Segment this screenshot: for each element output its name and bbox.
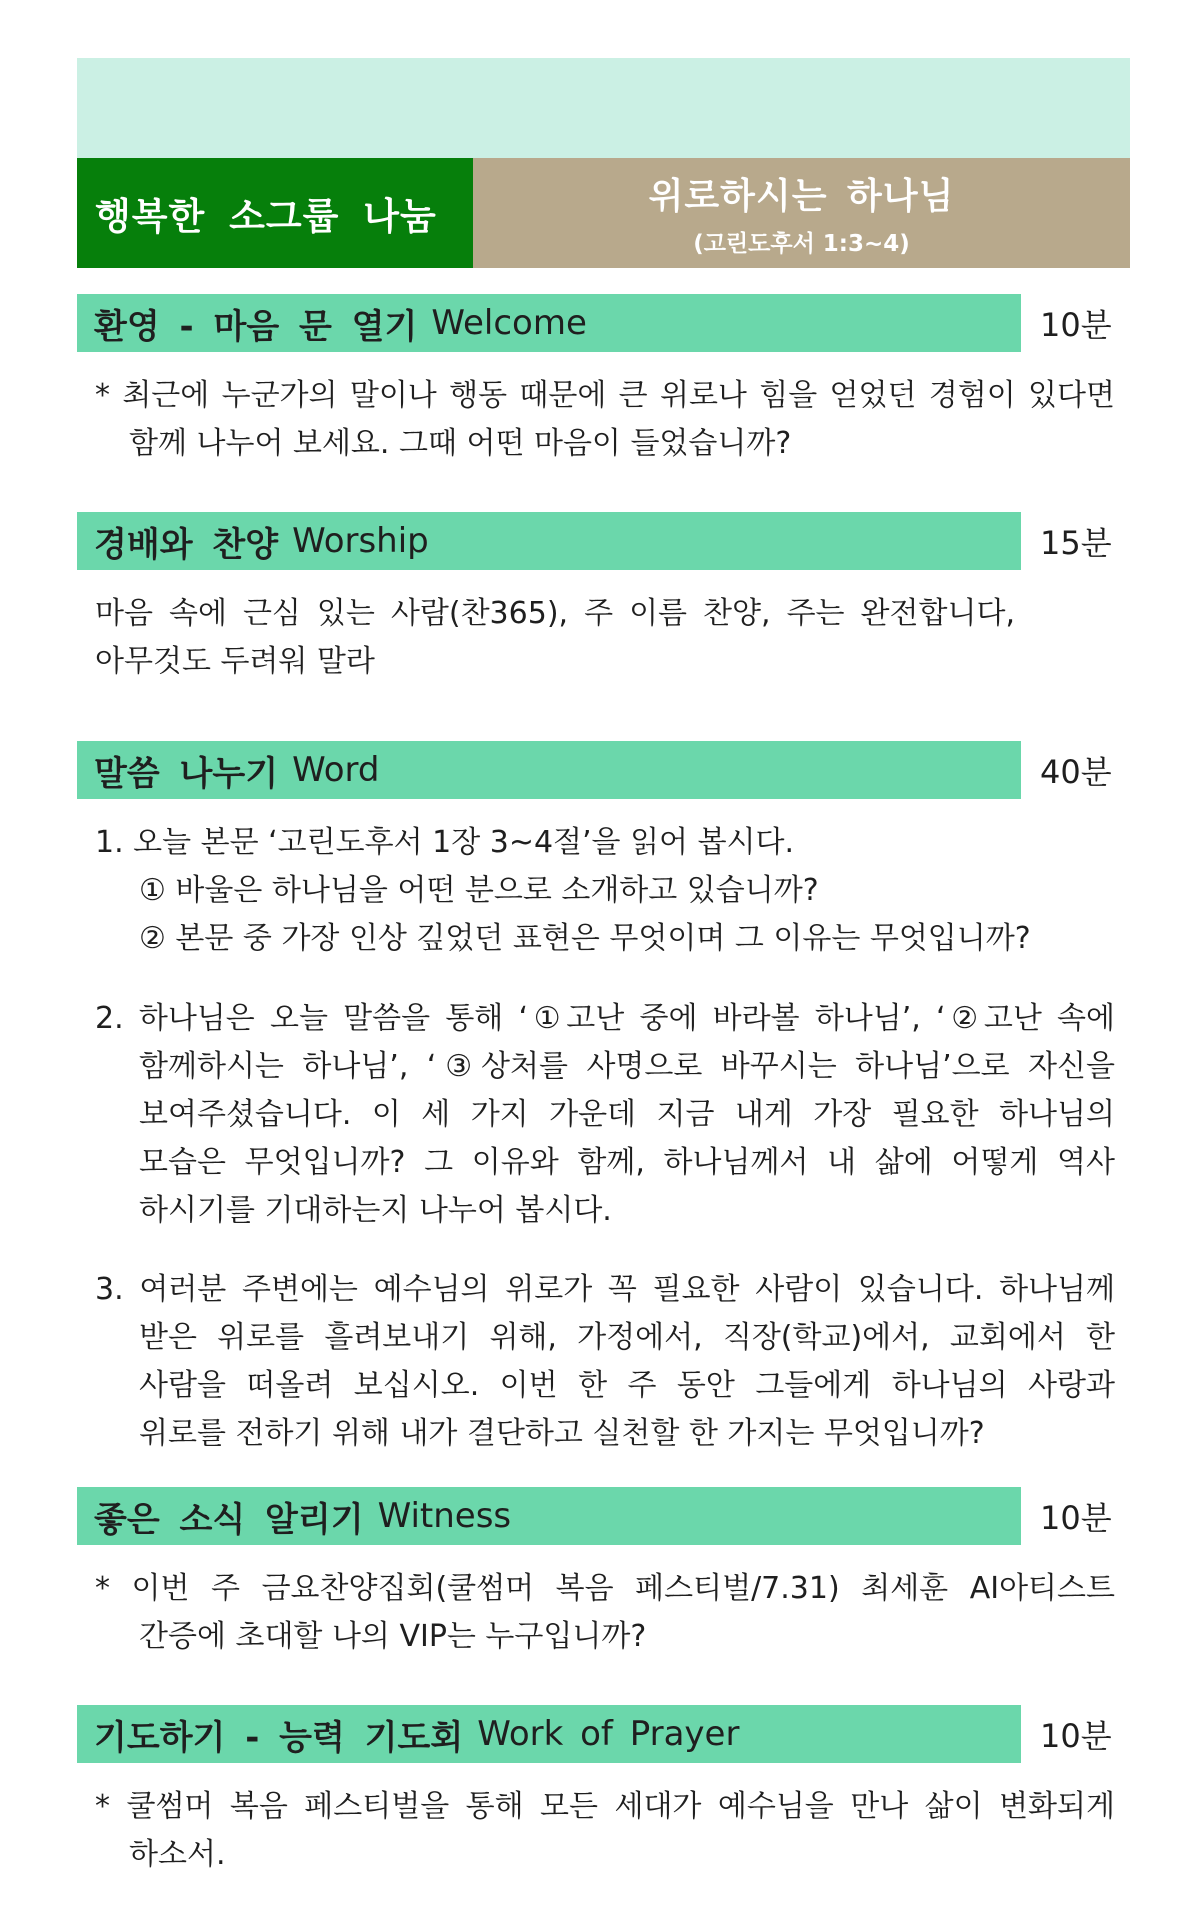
section-title-ko: 기도하기 - 능력 기도회 — [94, 1717, 464, 1758]
text-line: 3. 여러분 주변에는 예수님의 위로가 꼭 필요한 사람이 있습니다. 하나님께 — [95, 1272, 1115, 1307]
text-line: 사람을 떠올려 보십시오. 이번 한 주 동안 그들에게 하나님의 사랑과 — [139, 1368, 1115, 1403]
text-line: 아무것도 두려워 말라 — [95, 644, 375, 679]
section-duration-welcome: 10분 — [1040, 306, 1112, 344]
section-duration-prayer: 10분 — [1040, 1717, 1112, 1755]
section-title-ko: 좋은 소식 알리기 — [94, 1499, 364, 1540]
section-bar-worship — [77, 512, 1021, 570]
section-duration-worship: 15분 — [1040, 524, 1112, 562]
text-line: 함께하시는 하나님’, ‘③상처를 사명으로 바꾸시는 하나님’으로 자신을 — [139, 1049, 1115, 1084]
question-2 — [95, 995, 1115, 1235]
sermon-title-box — [473, 158, 1130, 268]
text-line: 하소서. — [129, 1837, 226, 1872]
text-line: 보여주셨습니다. 이 세 가지 가운데 지금 내게 가장 필요한 하나님의 — [139, 1097, 1115, 1132]
section-title-ko: 말씀 나누기 — [94, 753, 279, 794]
section-duration-word: 40분 — [1040, 753, 1112, 791]
section-bar-word — [77, 741, 1021, 799]
text-line: 위로를 전하기 위해 내가 결단하고 실천할 한 가지는 무엇입니까? — [139, 1416, 985, 1451]
text-line: 마음 속에 근심 있는 사람(찬365), 주 이름 찬양, 주는 완전합니다, — [95, 596, 1015, 631]
prayer-text — [95, 1783, 1115, 1879]
header-top-band — [77, 58, 1130, 158]
text-line: ① 바울은 하나님을 어떤 분으로 소개하고 있습니까? — [139, 873, 819, 908]
section-bar-welcome — [77, 294, 1021, 352]
section-duration-witness: 10분 — [1040, 1499, 1112, 1537]
sermon-reference: (고린도후서 1:3~4) — [693, 231, 910, 257]
program-title: 행복한 소그룹 나눔 — [77, 158, 473, 268]
text-line: 1. 오늘 본문 ‘고린도후서 1장 3~4절’을 읽어 봅시다. — [95, 825, 795, 860]
section-title-en: Witness — [377, 1496, 512, 1536]
text-line: 받은 위로를 흘려보내기 위해, 가정에서, 직장(학교)에서, 교회에서 한 — [139, 1320, 1115, 1355]
text-line: 함께 나누어 보세요. 그때 어떤 마음이 들었습니까? — [129, 426, 792, 461]
section-title-en: Welcome — [431, 303, 587, 343]
text-line: * 이번 주 금요찬양집회(쿨썸머 복음 페스티벌/7.31) 최세훈 AI아티스트 — [95, 1571, 1115, 1606]
text-line: ② 본문 중 가장 인상 깊었던 표현은 무엇이며 그 이유는 무엇입니까? — [139, 921, 1031, 956]
text-line: * 쿨썸머 복음 페스티벌을 통해 모든 세대가 예수님을 만나 삶이 변화되게 — [95, 1789, 1115, 1824]
section-title-en: Worship — [292, 521, 429, 561]
welcome-text — [95, 372, 1115, 468]
text-line: * 최근에 누군가의 말이나 행동 때문에 큰 위로나 힘을 얻었던 경험이 있다면 — [95, 378, 1115, 413]
section-bar-witness — [77, 1487, 1021, 1545]
section-title-ko: 환영 - 마음 문 열기 — [94, 306, 418, 347]
text-line: 모습은 무엇입니까? 그 이유와 함께, 하나님께서 내 삶에 어떻게 역사 — [139, 1145, 1115, 1180]
section-title-en: Work of Prayer — [477, 1714, 740, 1754]
text-line: 2. 하나님은 오늘 말씀을 통해 ‘①고난 중에 바라볼 하나님’, ‘②고난 속에 — [95, 1001, 1115, 1036]
question-1 — [95, 819, 1115, 963]
section-title-ko: 경배와 찬양 — [94, 524, 279, 565]
text-line: 간증에 초대할 나의 VIP는 누구입니까? — [139, 1619, 647, 1654]
text-line: 하시기를 기대하는지 나누어 봅시다. — [139, 1193, 612, 1228]
worship-text — [95, 590, 1015, 686]
witness-text — [95, 1565, 1115, 1661]
sermon-title: 위로하시는 하나님 — [648, 176, 955, 217]
section-bar-prayer — [77, 1705, 1021, 1763]
question-3 — [95, 1266, 1115, 1458]
section-title-en: Word — [292, 750, 380, 790]
